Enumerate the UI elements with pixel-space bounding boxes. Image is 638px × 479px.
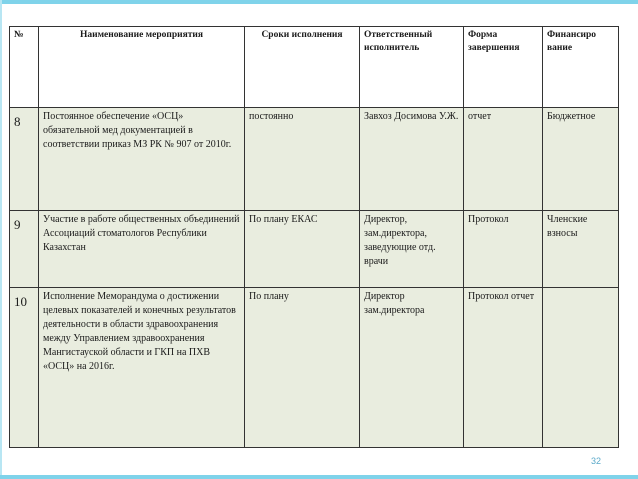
activity-completion-form: Протокол отчет: [464, 288, 543, 448]
row-number: 10: [10, 288, 39, 448]
table-row: [10, 288, 619, 448]
header-number: №: [10, 27, 39, 108]
header-financing: Финансиро вание: [543, 27, 619, 108]
activity-responsible: Директор зам.директора: [360, 288, 464, 448]
activity-responsible: Директор, зам.директора, заведующие отд. врачи: [360, 211, 464, 288]
top-frame-bar: [0, 0, 638, 4]
table-row: [10, 108, 619, 211]
table-header-row: [10, 27, 619, 108]
activity-name: Исполнение Меморандума о достижении целевых показателей и конечных результатов деятельности в области здравоохранения между Управлением здравоохранения Мангистауской области и ГКП на ПХВ «ОСЦ» на 2016г.: [39, 288, 245, 448]
row-number: 9: [10, 211, 39, 288]
activity-responsible: Завхоз Досимова У.Ж.: [360, 108, 464, 211]
activities-table: [9, 26, 619, 448]
activity-completion-form: Протокол: [464, 211, 543, 288]
header-completion-form: Форма завершения: [464, 27, 543, 108]
activity-financing: Бюджетное: [543, 108, 619, 211]
activity-financing: Членские взносы: [543, 211, 619, 288]
bottom-frame-bar: [0, 475, 638, 479]
activity-term: По плану ЕКАС: [245, 211, 360, 288]
table-row: [10, 211, 619, 288]
activity-completion-form: отчет: [464, 108, 543, 211]
activity-financing: [543, 288, 619, 448]
activity-term: постоянно: [245, 108, 360, 211]
activity-name: Участие в работе общественных объединений Ассоциаций стоматологов Республики Казахстан: [39, 211, 245, 288]
header-responsible: Ответственный исполнитель: [360, 27, 464, 108]
row-number: 8: [10, 108, 39, 211]
header-term: Сроки исполнения: [245, 27, 360, 108]
activity-name: Постоянное обеспечение «ОСЦ» обязательной мед документацией в соответствии приказ МЗ РК № 907 от 2010г.: [39, 108, 245, 211]
left-frame-bar: [0, 0, 2, 479]
activity-term: По плану: [245, 288, 360, 448]
header-activity-name: Наименование мероприятия: [39, 27, 245, 108]
page-number: 32: [591, 456, 602, 466]
